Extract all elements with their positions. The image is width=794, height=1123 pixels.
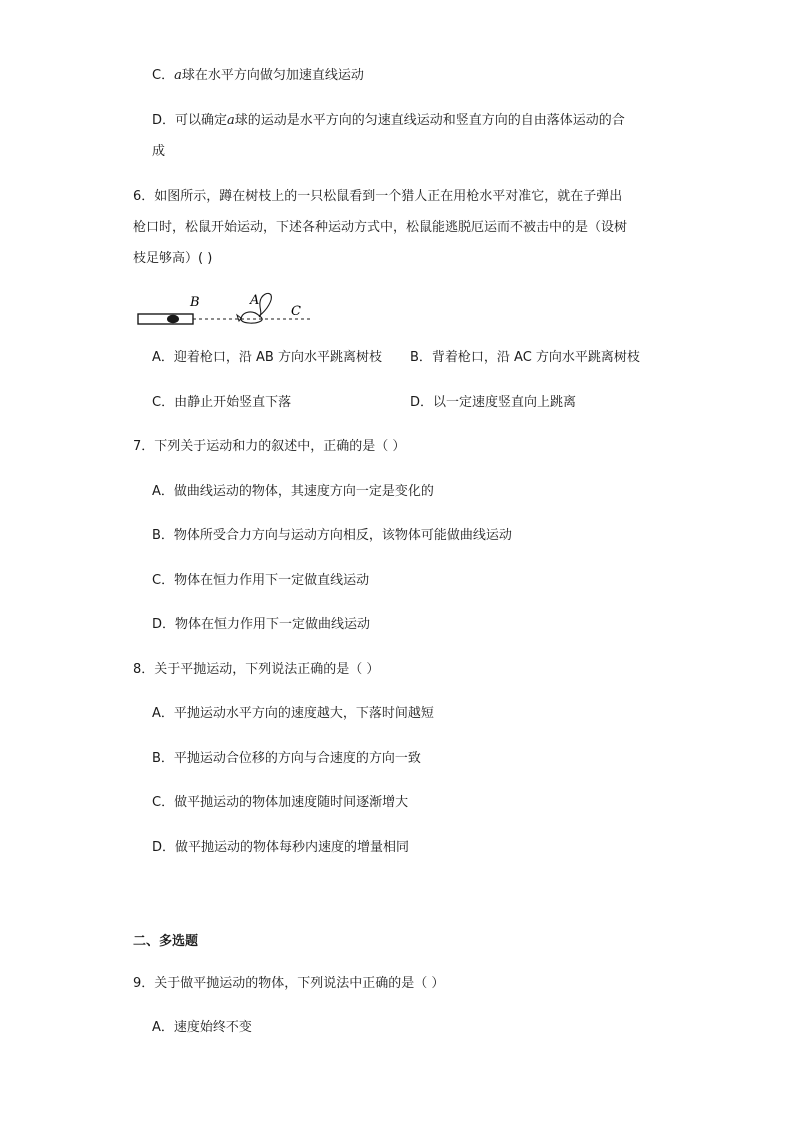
q6-option-c: C．由静止开始竖直下落 [152, 395, 292, 410]
gun-barrel [138, 314, 193, 324]
q7-stem: 7．下列关于运动和力的叙述中，正确的是（ ） [133, 439, 406, 454]
label-b: B [190, 295, 200, 310]
q8-option-d: D．做平抛运动的物体每秒内速度的增量相同 [152, 840, 410, 855]
q8-option-a: A．平抛运动水平方向的速度越大，下落时间越短 [152, 706, 434, 721]
q9-option-a: A．速度始终不变 [152, 1020, 252, 1035]
q5-option-c: C．a球在水平方向做匀加速直线运动 [152, 68, 364, 83]
squirrel-body [241, 312, 262, 323]
label-a: A [250, 293, 260, 308]
label-c: C [291, 304, 301, 319]
q7-option-d: D．物体在恒力作用下一定做曲线运动 [152, 617, 371, 632]
section-title-multiple-choice: 二、多选题 [133, 934, 199, 949]
q8-option-b: B．平抛运动合位移的方向与合速度的方向一致 [152, 751, 421, 766]
q6-stem-line2: 枪口时，松鼠开始运动，下述各种运动方式中，松鼠能逃脱厄运而不被击中的是（设树 [133, 220, 628, 235]
q8-stem: 8．关于平抛运动，下列说法正确的是（ ） [133, 662, 380, 677]
q6-option-d: D．以一定速度竖直向上跳离 [410, 395, 577, 410]
q8-option-c: C．做平抛运动的物体加速度随时间逐渐增大 [152, 795, 409, 810]
q7-option-a: A．做曲线运动的物体，其速度方向一定是变化的 [152, 484, 434, 499]
q9-stem: 9．关于做平抛运动的物体，下列说法中正确的是（ ） [133, 976, 445, 991]
variable-a: a [227, 113, 235, 128]
squirrel-head [237, 315, 241, 321]
bullet [167, 315, 179, 323]
q5-option-d-continuation: 成 [152, 144, 166, 159]
q6-option-b: B．背着枪口，沿 AC 方向水平跳离树枝 [410, 350, 640, 365]
q6-stem-line1: 6．如图所示，蹲在树枝上的一只松鼠看到一个猎人正在用枪水平对准它，就在子弹出 [133, 189, 623, 204]
variable-a: a [174, 68, 182, 83]
q5-option-d: D．可以确定a球的运动是水平方向的匀速直线运动和竖直方向的自由落体运动的合 [152, 113, 625, 128]
q6-option-a: A．迎着枪口，沿 AB 方向水平跳离树枝 [152, 350, 382, 365]
q6-squirrel-gun-figure [133, 290, 323, 330]
q7-option-b: B．物体所受合力方向与运动方向相反，该物体可能做曲线运动 [152, 528, 512, 543]
q6-stem-line3: 枝足够高）( ) [133, 251, 213, 266]
squirrel-tail [259, 293, 271, 317]
q7-option-c: C．物体在恒力作用下一定做直线运动 [152, 573, 370, 588]
